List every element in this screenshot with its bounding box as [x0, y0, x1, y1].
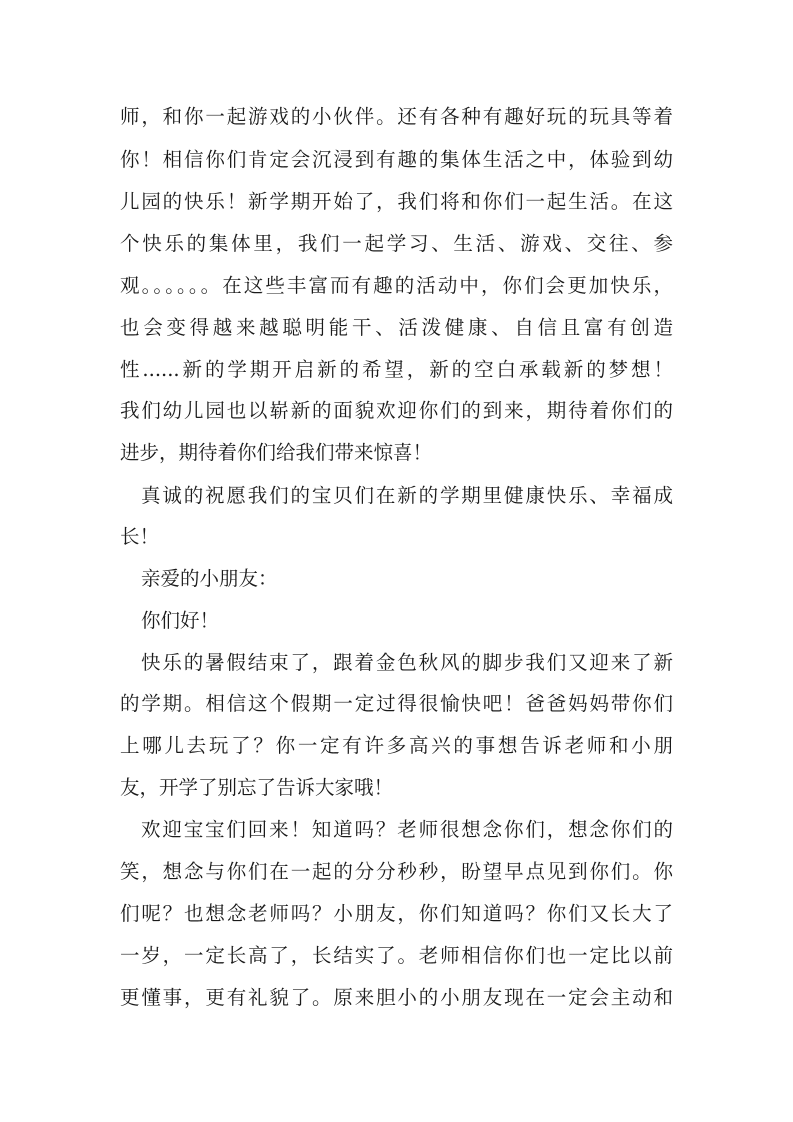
text-line: 儿园的快乐！新学期开始了，我们将和你们一起生活。在这: [120, 190, 673, 213]
text-line: 笑，想念与你们在一起的分分秒秒，盼望早点见到你们。你: [120, 860, 673, 883]
text-line: 你！相信你们肯定会沉浸到有趣的集体生活之中，体验到幼: [120, 148, 673, 171]
salutation: 亲爱的小朋友：: [141, 567, 278, 590]
text-line: 们呢？也想念老师吗？小朋友，你们知道吗？你们又长大了: [120, 902, 673, 925]
text-line: 更懂事，更有礼貌了。原来胆小的小朋友现在一定会主动和: [120, 986, 673, 1009]
text-line: 上哪儿去玩了？你一定有许多高兴的事想告诉老师和小朋: [120, 734, 673, 757]
paragraph-first-line: 真诚的祝愿我们的宝贝们在新的学期里健康快乐、幸福成: [141, 484, 673, 507]
text-line: 友，开学了别忘了告诉大家哦！: [120, 776, 394, 799]
text-line: 我们幼儿园也以崭新的面貌欢迎你们的到来，期待着你们的: [120, 399, 673, 422]
text-line: 进步，期待着你们给我们带来惊喜！: [120, 441, 433, 464]
text-line: 的学期。相信这个假期一定过得很愉快吧！爸爸妈妈带你们: [120, 692, 673, 715]
paragraph-first-line: 欢迎宝宝们回来！知道吗？老师很想念你们，想念你们的: [141, 818, 673, 841]
text-line: 一岁，一定长高了，长结实了。老师相信你们也一定比以前: [120, 944, 673, 967]
paragraph-first-line: 快乐的暑假结束了，跟着金色秋风的脚步我们又迎来了新: [141, 651, 673, 674]
text-line: 性......新的学期开启新的希望，新的空白承载新的梦想！: [120, 358, 673, 381]
text-line: 也会变得越来越聪明能干、活泼健康、自信且富有创造: [120, 316, 673, 339]
greeting: 你们好！: [141, 609, 220, 632]
text-line: 个快乐的集体里，我们一起学习、生活、游戏、交往、参: [120, 232, 673, 255]
text-line: 长！: [120, 525, 160, 548]
text-line: 观。。。。。。在这些丰富而有趣的活动中，你们会更加快乐，: [120, 274, 673, 297]
text-line: 师，和你一起游戏的小伙伴。还有各种有趣好玩的玩具等着: [120, 105, 673, 128]
